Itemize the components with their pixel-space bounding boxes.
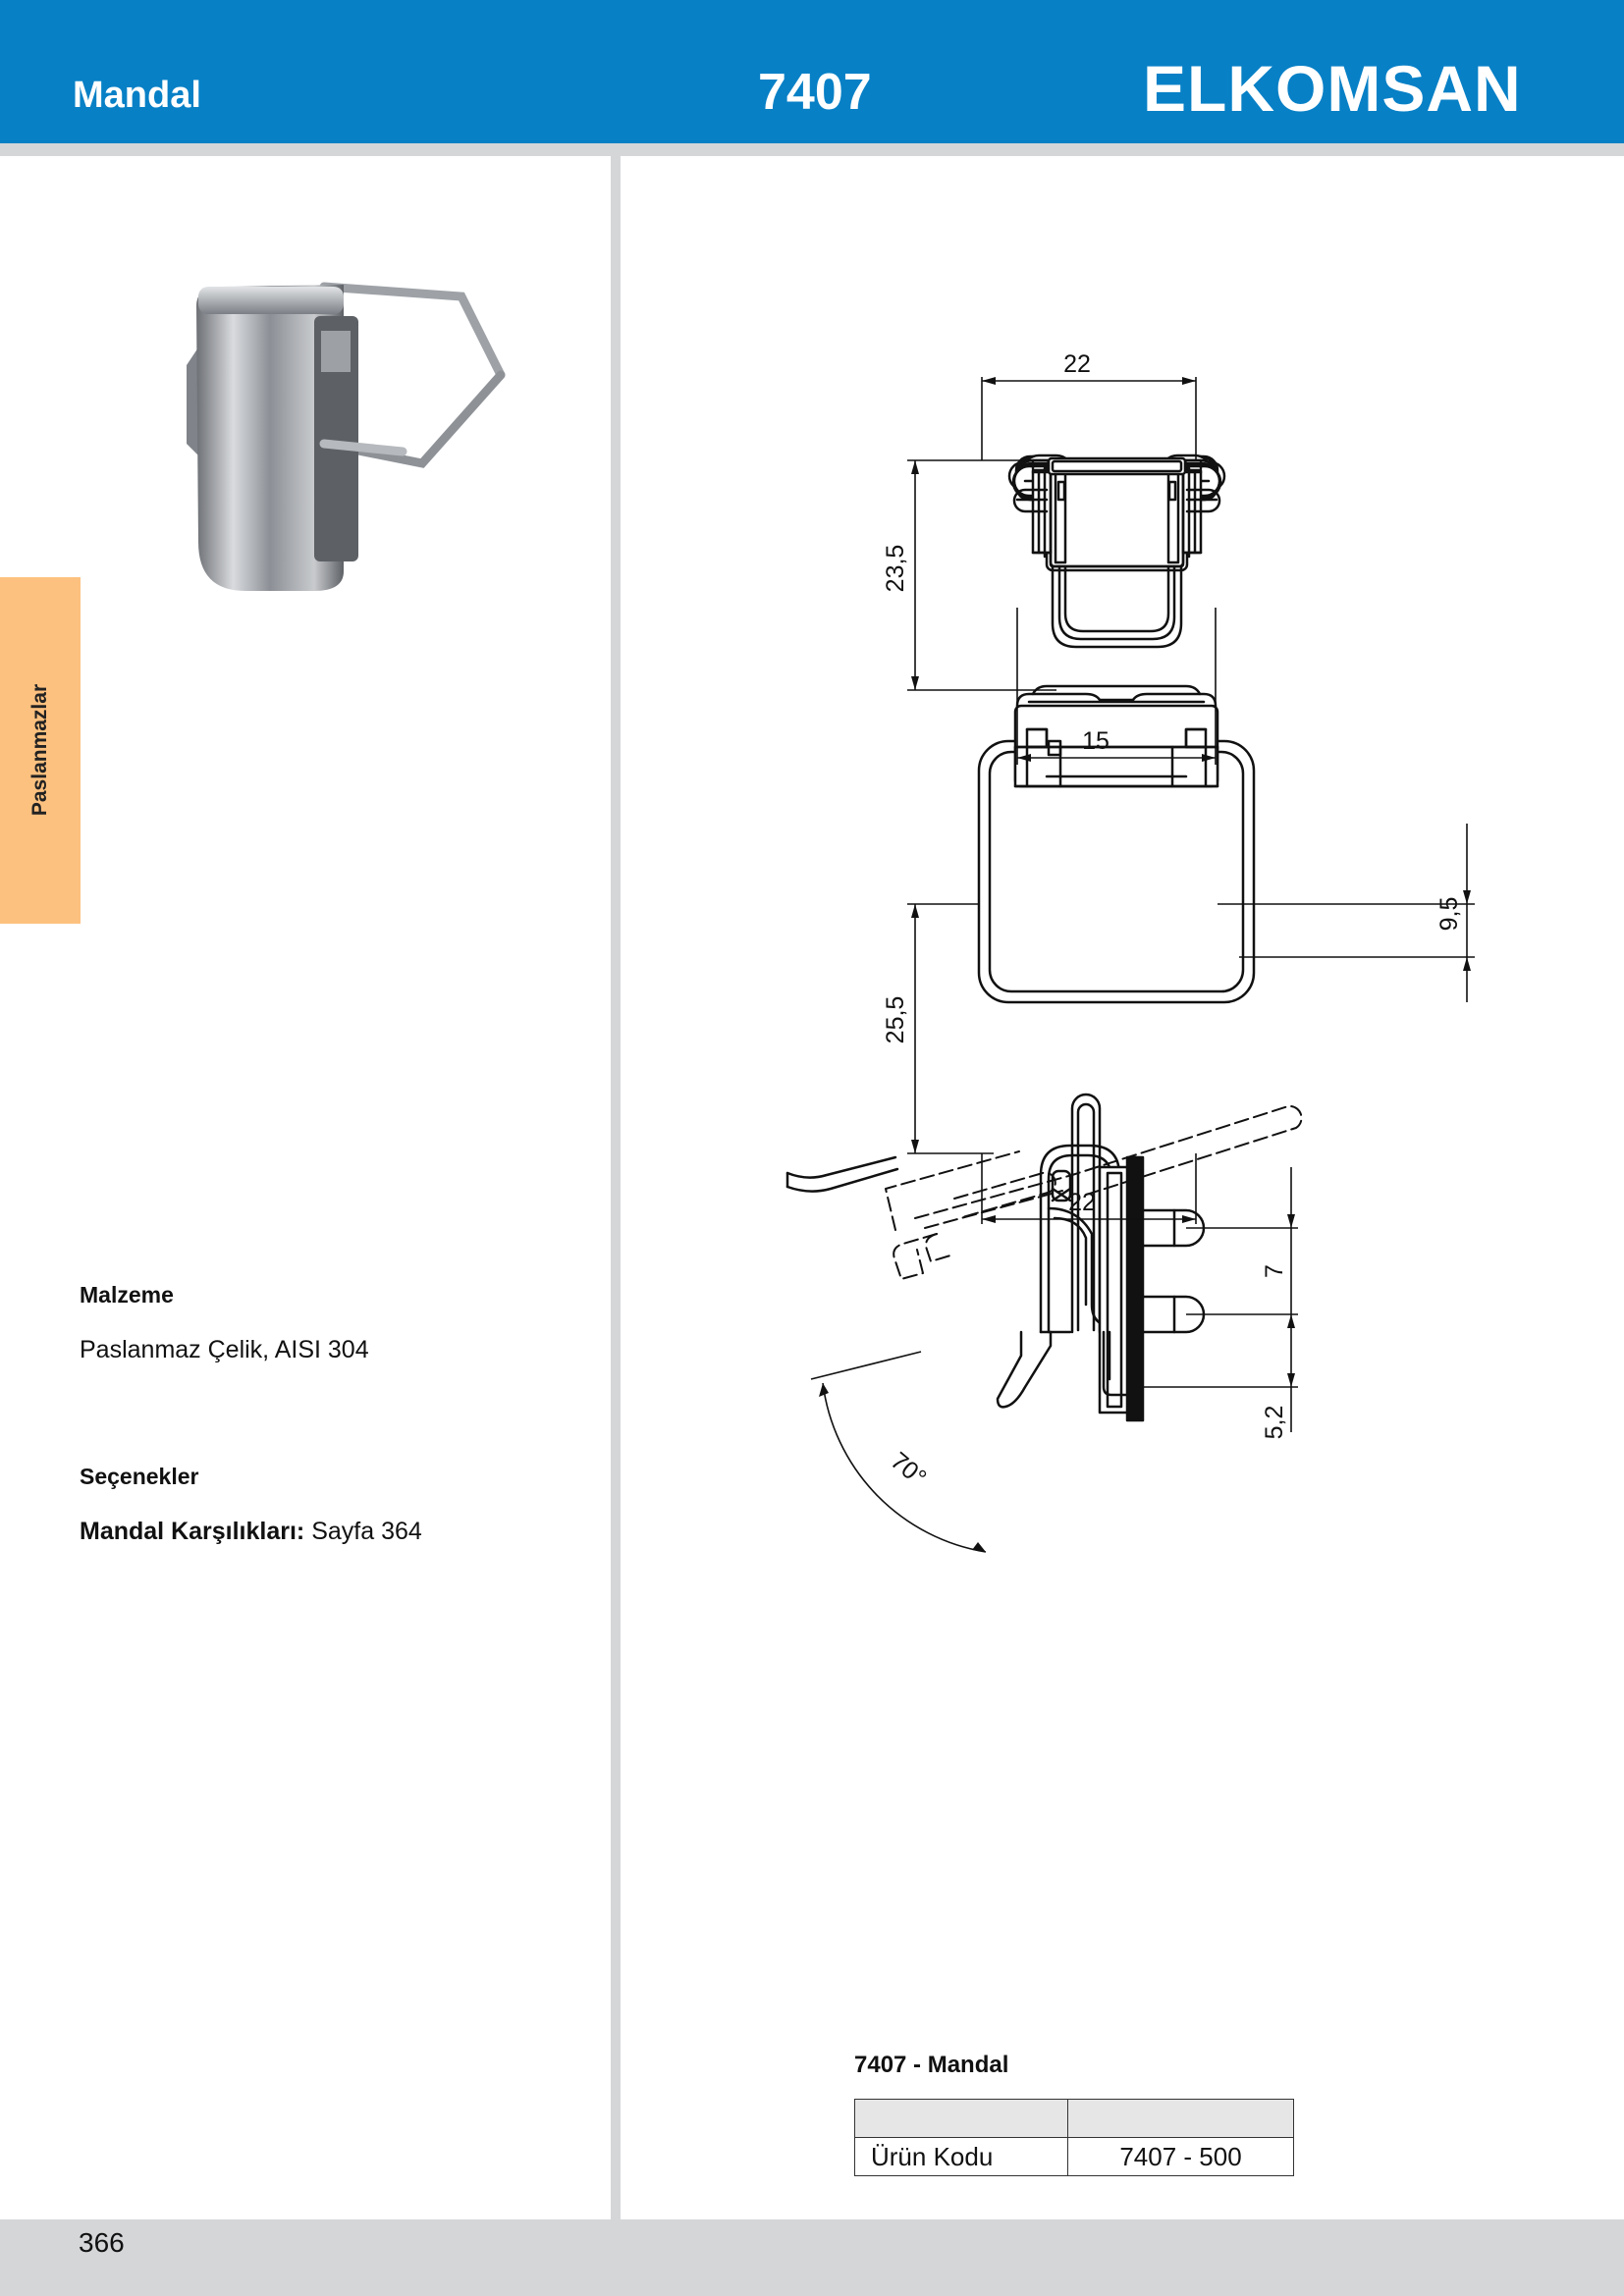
options-item-label: Mandal Karşılıkları: [80,1518,305,1545]
product-code-label: Ürün Kodu [855,2138,1068,2176]
page-footer [0,2219,1624,2296]
table-header-cell [1068,2100,1294,2138]
options-item [80,1518,422,1546]
table-header-cell [855,2100,1068,2138]
dim-mid-height: 25,5 [882,995,909,1044]
column-divider [611,156,621,2219]
options-item-value: Sayfa 364 [304,1518,422,1545]
dim-side-bottom: 5,2 [1261,1405,1288,1440]
category-side-tab [0,577,81,924]
dim-mid-width: 22 [1068,1189,1096,1216]
dim-mid-offset: 9,5 [1435,896,1463,932]
material-label: Malzeme [80,1282,174,1308]
top-view-drawing [1009,455,1224,647]
page-number: 366 [79,2227,125,2258]
front-view-drawing [979,686,1254,1002]
category-label: Paslanmazlar [28,683,51,817]
technical-drawing [621,156,1624,2021]
dim-side-spacing: 7 [1261,1264,1288,1278]
product-photo [177,277,511,591]
side-view-drawing [787,1095,1302,1420]
table-row [855,2138,1294,2176]
brand-logo: ELKOMSAN [1143,52,1522,125]
table-title: 7407 - Mandal [854,2052,1009,2078]
dim-side-angle: 70° [885,1446,932,1492]
header-strip [0,143,1624,156]
dim-top-bottom-width: 15 [1082,727,1110,755]
dim-top-width: 22 [1063,350,1091,378]
options-label: Seçenekler [80,1464,199,1489]
dim-top-height: 23,5 [882,544,909,593]
page-header [0,0,1624,143]
material-value: Paslanmaz Çelik, AISI 304 [80,1336,369,1363]
table-header-row [855,2100,1294,2138]
header-title: Mandal [73,75,201,116]
header-product-code: 7407 [758,64,872,121]
product-code-table [854,2099,1294,2176]
product-code-value: 7407 - 500 [1068,2138,1294,2176]
